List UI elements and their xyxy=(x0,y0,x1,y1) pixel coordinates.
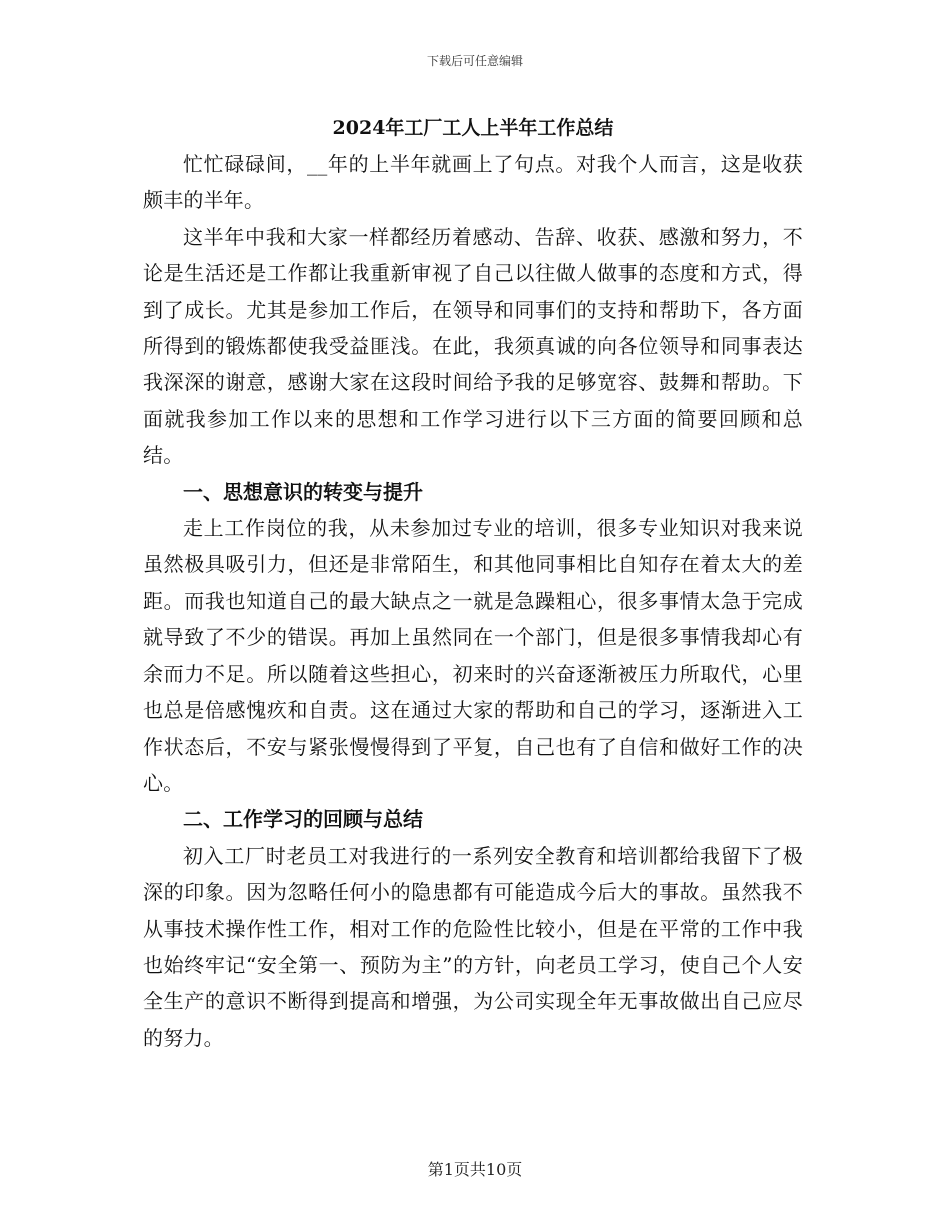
page-footer-number: 第1页共10页 xyxy=(427,1160,523,1179)
document-body xyxy=(143,112,803,1056)
intro-paragraph: 这半年中我和大家一样都经历着感动、告辞、收获、感激和努力，不论是生活还是工作都让我重新审视了自己以往做人做事的态度和方式，得到了成长。尤其是参加工作后，在领导和同事们的支持和帮助下，各方面所得到的锻炼都使我受益匪浅。在此，我须真诚的向各位领导和同事表达我深深的谢意，感谢大家在这段时间给予我的足够宽容、鼓舞和帮助。下面就我参加工作以来的思想和工作学习进行以下三方面的简要回顾和总结。 xyxy=(143,224,803,468)
page-header-note: 下载后可任意编辑 xyxy=(426,54,523,68)
intro-paragraph: 忙忙碌碌间，__年的上半年就画上了句点。对我个人而言，这是收获颇丰的半年。 xyxy=(143,152,803,213)
section-heading: 二、工作学习的回顾与总结 xyxy=(183,807,423,832)
document-title: 2024年工厂工人上半年工作总结 xyxy=(332,117,614,139)
section-paragraph: 初入工厂时老员工对我进行的一系列安全教育和培训都给我留下了极深的印象。因为忽略任何小的隐患都有可能造成今后大的事故。虽然我不从事技术操作性工作，相对工作的危险性比较小，但是在平常的工作中我也始终牢记“安全第一、预防为主”的方针，向老员工学习，使自己个人安全生产的意识不断得到提高和增强，为公司实现全年无事故做出自己应尽的努力。 xyxy=(143,843,803,1050)
section-paragraph: 走上工作岗位的我，从未参加过专业的培训，很多专业知识对我来说虽然极具吸引力，但还是非常陌生，和其他同事相比自知存在着太大的差距。而我也知道自己的最大缺点之一就是急躁粗心，很多事情太急于完成就导致了不少的错误。再加上虽然同在一个部门，但是很多事情我却心有余而力不足。所以随着这些担心，初来时的兴奋逐渐被压力所取代，心里也总是倍感愧疚和自责。这在通过大家的帮助和自己的学习，逐渐进入工作状态后，不安与紧张慢慢得到了平复，自己也有了自信和做好工作的决心。 xyxy=(143,516,803,795)
section-heading: 一、思想意识的转变与提升 xyxy=(183,479,423,504)
